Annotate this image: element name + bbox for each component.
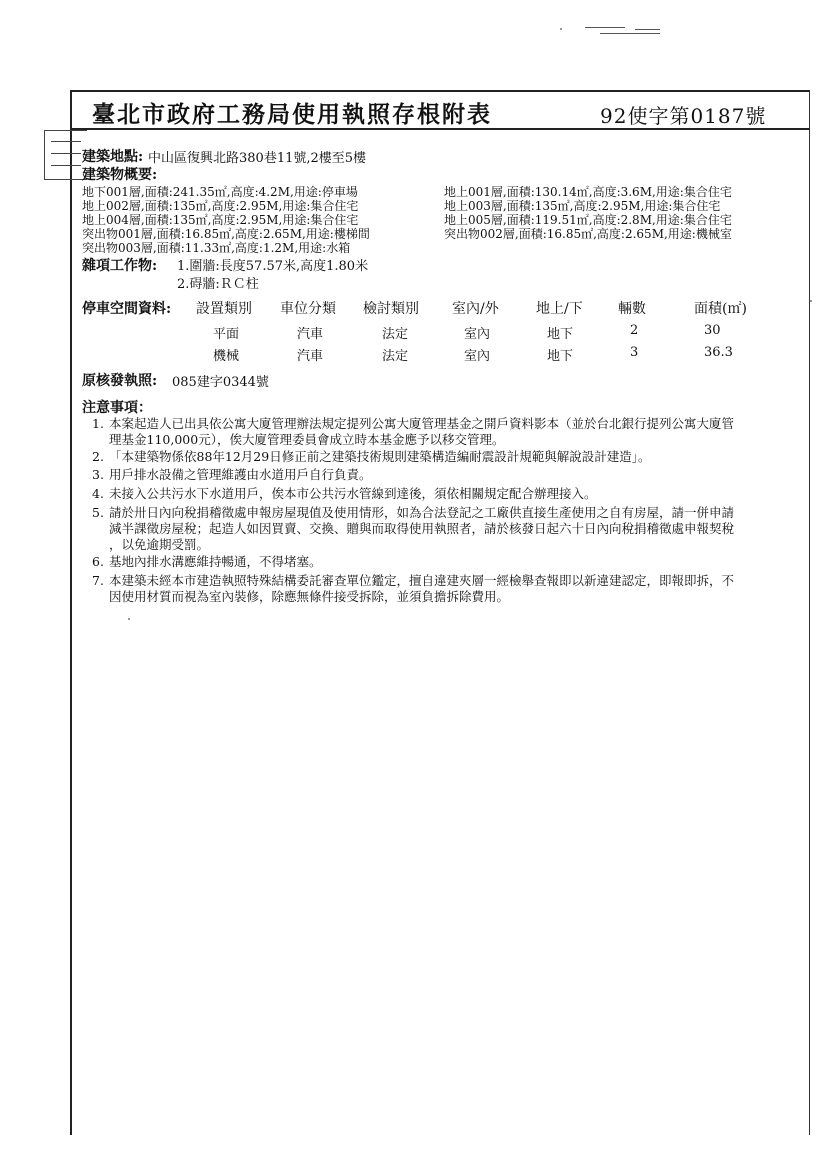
note-line: 用戶排水設備之管理維護由水道用戶自行負責。 (109, 467, 372, 482)
parking-cell: 3 (630, 345, 639, 360)
misc-works-item: 1.圍牆:長度57.57米,高度1.80米 (177, 259, 369, 274)
parking-cell: 36.3 (704, 345, 733, 360)
misc-works-item: 2.碍牆:ＲＣ柱 (177, 277, 259, 292)
floor-spec: 地上004層,面積:135㎡,高度:2.95M,用途:集合住宅 (82, 213, 359, 227)
misc-works-label: 雜項工作物: (82, 258, 158, 274)
location-label: 建築地點: (82, 149, 144, 165)
note-number: 4. (92, 486, 104, 501)
parking-cell: 機械 (213, 349, 240, 364)
note-item (92, 505, 810, 553)
parking-cell: 室內 (464, 349, 491, 364)
parking-cell: 2 (630, 323, 639, 338)
parking-header: 地上/下 (536, 301, 583, 317)
floor-spec: 地上001層,面積:130.14㎡,高度:3.6M,用途:集合住宅 (444, 185, 732, 199)
scan-speck (585, 27, 625, 28)
note-number: 3. (92, 467, 104, 482)
parking-cell: 汽車 (297, 349, 324, 364)
page-title: 臺北市政府工務局使用執照存根附表 (92, 101, 492, 128)
note-line: 減半課徵房屋稅；起造人如因買賣、交換、贈與而取得使用執照者，請於核發日起六十日內向稅捐稽徵處申報契稅 (109, 521, 735, 536)
note-line: ，以免逾期受罰。 (109, 537, 210, 552)
note-item (92, 554, 810, 570)
parking-cell: 室內 (464, 327, 491, 342)
stamp-mark (44, 130, 87, 180)
note-number: 2. (92, 449, 104, 464)
parking-cell: 法定 (382, 349, 409, 364)
parking-header: 輛數 (618, 301, 646, 317)
original-permit-label: 原核發執照: (82, 373, 158, 389)
parking-header: 檢討類別 (363, 301, 419, 317)
note-number: 6. (92, 554, 104, 569)
parking-header: 面積(㎡) (694, 301, 747, 317)
location-value: 中山區復興北路380巷11號,2樓至5樓 (148, 151, 367, 166)
note-item (92, 573, 810, 605)
parking-cell: 平面 (213, 327, 240, 342)
note-number: 5. (92, 505, 104, 520)
note-item (92, 467, 810, 483)
note-line: 「本建築物係依88年12月29日修正前之建築技術規則建築構造編耐震設計規範與解說設計建造」。 (109, 449, 651, 464)
parking-header: 設置類別 (196, 301, 252, 317)
note-line: 未接入公共污水下水道用戶，俟本市公共污水管線到達後，須依相關規定配合辦理接入。 (109, 486, 597, 501)
parking-header: 室內/外 (452, 301, 499, 317)
parking-header: 車位分類 (280, 301, 336, 317)
note-line: 本案起造人已出具依公寓大廈管理辦法規定提列公寓大廈管理基金之開戶資料影本（並於台北銀行提列公寓大廈管 (109, 416, 735, 431)
floor-spec: 突出物002層,面積:16.85㎡,高度:2.65M,用途:機械室 (444, 227, 732, 241)
permit-number: 92使字第0187號 (600, 104, 767, 128)
note-line: 請於卅日內向稅捐稽徵處申報房屋現值及使用情形，如為合法登記之工廠供直接生產使用之自有房屋，請一併申請 (109, 505, 735, 520)
note-item (92, 449, 810, 465)
floor-spec: 突出物003層,面積:11.33㎡,高度:1.2M,用途:水箱 (82, 241, 351, 255)
note-number: 7. (92, 573, 104, 588)
note-item (92, 486, 810, 502)
original-permit-value: 085建字0344號 (172, 375, 269, 390)
parking-cell: 法定 (382, 327, 409, 342)
overview-label: 建築物概要: (82, 167, 158, 183)
scan-speck (600, 33, 660, 34)
floor-spec: 地上003層,面積:135㎡,高度:2.95M,用途:集合住宅 (444, 199, 721, 213)
parking-cell: 地下 (547, 327, 574, 342)
parking-label: 停車空間資料: (82, 301, 172, 317)
notes-title: 注意事項： (82, 400, 152, 416)
scan-speck (810, 300, 812, 302)
floor-spec: 地上002層,面積:135㎡,高度:2.95M,用途:集合住宅 (82, 199, 359, 213)
parking-cell: 30 (704, 323, 721, 338)
note-line: 理基金110,000元），俟大廈管理委員會成立時本基金應予以移交管理。 (109, 432, 505, 447)
parking-cell: 汽車 (297, 327, 324, 342)
note-line: 本建築未經本市建造執照特殊結構委託審查單位鑑定，擅自違建夾層一經檢舉查報即以新違建認定，即報即拆，不 (109, 573, 735, 588)
note-number: 1. (92, 416, 104, 431)
floor-spec: 地上005層,面積:119.51㎡,高度:2.8M,用途:集合住宅 (444, 213, 732, 227)
note-line: 因使用材質而視為室內裝修，除應無條件接受拆除，並須負擔拆除費用。 (109, 589, 510, 604)
floor-spec: 地下001層,面積:241.35㎡,高度:4.2M,用途:停車場 (82, 185, 358, 199)
note-line: 基地內排水溝應維持暢通，不得堵塞。 (109, 554, 322, 569)
scan-speck (635, 29, 660, 30)
scan-speck (560, 28, 562, 30)
parking-cell: 地下 (547, 349, 574, 364)
floor-spec: 突出物001層,面積:16.85㎡,高度:2.65M,用途:樓梯間 (82, 227, 370, 241)
note-item (92, 416, 810, 448)
